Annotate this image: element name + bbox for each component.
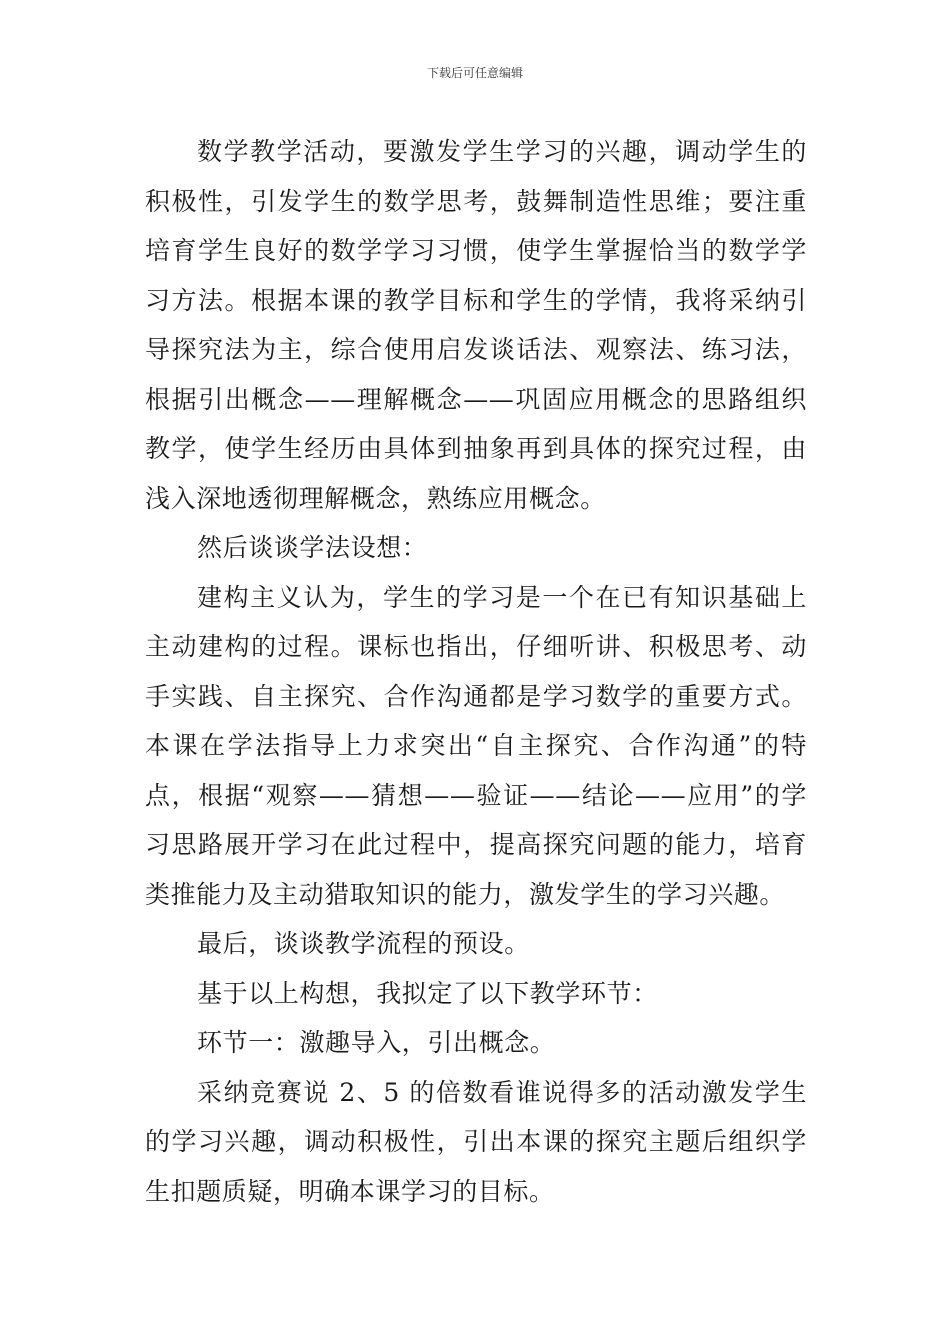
paragraph-teaching-steps-intro: 基于以上构想，我拟定了以下教学环节： (197, 978, 658, 1008)
paragraph-step-one-detail: 采纳竞赛说 2、5 的倍数看谁说得多的活动激发学生的学习兴趣，调动积极性，引出本课的探究主题后组织学生扣题质疑，明确本课学习的目标。 (145, 1077, 807, 1206)
paragraph-learning-methods-intro: 然后谈谈学法设想： (197, 533, 428, 562)
page-header-note: 下载后可任意编辑 (426, 66, 523, 80)
paragraph-teaching-process-intro: 最后，谈谈教学流程的预设。 (197, 929, 530, 958)
paragraph-step-one-heading: 环节一：激趣导入，引出概念。 (197, 1028, 556, 1057)
paragraph-teaching-methods: 数学教学活动，要激发学生学习的兴趣，调动学生的积极性，引发学生的数学思考，鼓舞制造性思维；要注重培育学生良好的数学学习习惯，使学生掌握恰当的数学学习方法。根据本课的教学目标和学生的学情，我将采纳引导探究法为主，综合使用启发谈话法、观察法、练习法，根据引出概念——理解概念——巩固应用概念的思路组织教学，使学生经历由具体到抽象再到具体的探究过程，由浅入深地透彻理解概念，熟练应用概念。 (145, 137, 807, 513)
document-body (145, 127, 807, 1216)
paragraph-constructivism: 建构主义认为，学生的学习是一个在已有知识基础上主动建构的过程。课标也指出，仔细听讲、积极思考、动手实践、自主探究、合作沟通都是学习数学的重要方式。本课在学法指导上力求突出“自主探究、合作沟通”的特点，根据“观察——猜想——验证——结论——应用”的学习思路展开学习在此过程中，提高探究问题的能力，培育类推能力及主动猎取知识的能力，激发学生的学习兴趣。 (145, 582, 807, 909)
